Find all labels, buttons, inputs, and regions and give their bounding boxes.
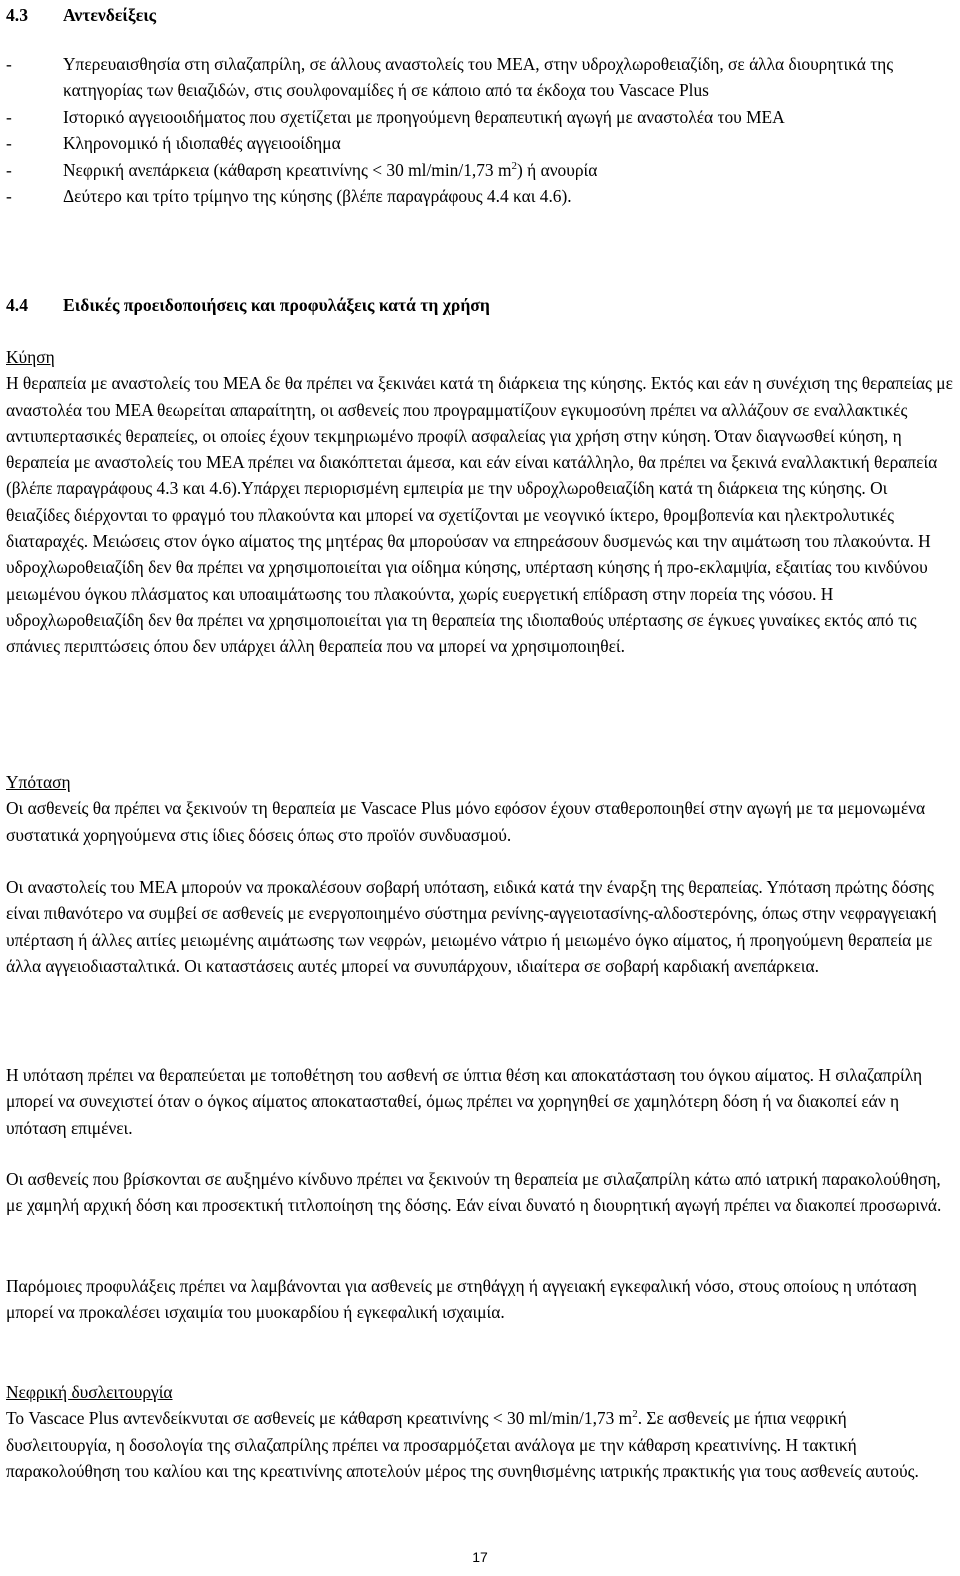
section-title: Αντενδείξεις bbox=[63, 5, 157, 25]
contraindications-list bbox=[6, 51, 954, 209]
bullet-dash: - bbox=[6, 133, 12, 154]
paragraph-text: Οι αναστολείς του ΜΕΑ μπορούν να προκαλέσουν σοβαρή υπόταση, ειδικά κατά την έναρξη της θεραπείας. Υπόταση πρώτης δόσης είναι πιθανότερο να συμβεί σε ασθενείς με ενεργοποιημένο σύστημα ρενίνης-αγγειοτασίνης-αλδοστερόνης, όπως στην νεφραγγειακή υπέρταση ή άλλες αιτίες μειωμένης αιμάτωσης των νεφρών, μειωμένο νάτριο ή μειωμένο όγκο αίματος, ή προηγούμενη θεραπεία με άλλα αγγειοδιασταλτικά. Οι καταστάσεις αυτές μπορεί να συνυπάρχουν, ιδιαίτερα σε σοβαρή καρδιακή ανεπάρκεια. bbox=[6, 877, 937, 976]
paragraph-text-tail: . Σε ασθενείς με ήπια νεφρική δυσλειτουργία, η δοσολογία της σιλαζαπρίλης πρέπει να προσαρμόζεται ανάλογα με την κάθαρση κρεατινίνης. Η τακτική παρακολούθηση του καλίου και της κρεατινίνης αποτελούν μέρος της συνηθισμένης ιατρικής πρακτικής για τους ασθενείς αυτούς. bbox=[6, 1408, 919, 1481]
section-4-3-heading bbox=[6, 2, 156, 28]
list-item-text: Υπερευαισθησία στη σιλαζαπρίλη, σε άλλους αναστολείς του ΜΕΑ, στην υδροχλωροθειαζίδη, σε άλλα διουρητικά της κατηγορίας των θειαζιδών, στις σουλφοναμίδες ή σε κάποιο από τα έκδοχα του Vascace Plus bbox=[63, 54, 894, 101]
list-item bbox=[6, 130, 954, 156]
paragraph bbox=[6, 1273, 954, 1326]
list-item bbox=[6, 51, 954, 104]
bullet-dash: - bbox=[6, 186, 12, 207]
paragraph-text: Το Vascace Plus αντενδείκνυται σε ασθενείς με κάθαρση κρεατινίνης < 30 ml/min/1,73 m bbox=[6, 1408, 633, 1429]
list-item bbox=[6, 183, 954, 209]
paragraph-text: Οι ασθενείς θα πρέπει να ξεκινούν τη θεραπεία με Vascace Plus μόνο εφόσον έχουν σταθεροποιηθεί στην αγωγή με τα μεμονωμένα συστατικά χορηγούμενα στις ίδιες δόσεις όπως στο προϊόν συνδυασμού. bbox=[6, 798, 926, 845]
bullet-dash: - bbox=[6, 54, 12, 74]
section-number: 4.3 bbox=[6, 5, 28, 25]
paragraph-text: Οι ασθενείς που βρίσκονται σε αυξημένο κίνδυνο πρέπει να ξεκινούν τη θεραπεία με σιλαζαπρίλη κάτω από ιατρική παρακολούθηση, με χαμηλή αρχική δόση και προσεκτική τιτλοποίηση της δόσης. Εάν είναι δυνατό η διουρητική αγωγή πρέπει να διακοπεί προσωρινά. bbox=[6, 1169, 942, 1216]
section-number: 4.4 bbox=[6, 295, 28, 315]
list-item bbox=[6, 157, 954, 183]
list-item-text: Νεφρική ανεπάρκεια (κάθαρση κρεατινίνης < 30 ml/min/1,73 m bbox=[63, 159, 512, 180]
subsection-heading: Κύηση bbox=[6, 347, 55, 367]
list-item-text: Κληρονομικό ή ιδιοπαθές αγγειοοίδημα bbox=[63, 133, 341, 154]
superscript: 2 bbox=[511, 159, 517, 172]
page-number: 17 bbox=[472, 1549, 488, 1565]
bullet-dash: - bbox=[6, 159, 12, 180]
paragraph-text: Η υπόταση πρέπει να θεραπεύεται με τοποθέτηση του ασθενή σε ύπτια θέση και αποκατάσταση του όγκου αίματος. Η σιλαζαπρίλη μπορεί να συνεχιστεί όταν ο όγκος αίματος αποκατασταθεί, όμως πρέπει να χορηγηθεί σε χαμηλότερη δόση ή να διακοπεί εάν η υπόταση επιμένει. bbox=[6, 1065, 923, 1138]
list-item-text-tail: ) ή ανουρία bbox=[517, 159, 598, 180]
paragraph bbox=[6, 1166, 954, 1219]
list-item-text: Δεύτερο και τρίτο τρίμηνο της κύησης (βλέπε παραγράφους 4.4 και 4.6). bbox=[63, 186, 572, 207]
section-title: Ειδικές προειδοποιήσεις και προφυλάξεις κατά τη χρήση bbox=[63, 295, 490, 315]
paragraph-text: Παρόμοιες προφυλάξεις πρέπει να λαμβάνονται για ασθενείς με στηθάγχη ή αγγειακή εγκεφαλική νόσο, στους οποίους η υπόταση μπορεί να προκαλέσει ισχαιμία του μυοκαρδίου ή εγκεφαλική ισχαιμία. bbox=[6, 1276, 917, 1323]
bullet-dash: - bbox=[6, 106, 12, 127]
list-item bbox=[6, 104, 954, 130]
superscript: 2 bbox=[632, 1408, 638, 1421]
paragraph-text: Η θεραπεία με αναστολείς του ΜΕΑ δε θα πρέπει να ξεκινάει κατά τη διάρκεια της κύησης. Εκτός και εάν η συνέχιση της θεραπείας με αναστολέα του ΜΕΑ θεωρείται απαραίτητη, οι ασθενείς που προγραμματίζουν εγκυμοσύνη πρέπει να αλλάζουν σε εναλλακτικές αντιυπερτασικές θεραπείες, οι οποίες έχουν τεκμηριωμένο προφίλ ασφαλείας για χρήση στην κύηση. Όταν διαγνωσθεί κύηση, η θεραπεία με αναστολείς του ΜΕΑ πρέπει να διακόπτεται άμεσα, και εάν είναι κατάλληλο, θα πρέπει να ξεκινά εναλλακτική θεραπεία (βλέπε παραγράφους 4.3 και 4.6).Υπάρχει περιορισμένη εμπειρία με την υδροχλωροθειαζίδη κατά τη διάρκεια της κύησης. Οι θειαζίδες διέρχονται το φραγμό του πλακούντα και μπορεί να σχετίζονται με νεογνικό ίκτερο, θρομβοπενία και ηλεκτρολυτικές διαταραχές. Μειώσεις στον όγκο αίματος της μητέρας θα μπορούσαν να επηρεάσουν δυσμενώς και την αιμάτωση του πλακούντα. Η υδροχλωροθειαζίδη δεν θα πρέπει να χρησιμοποιείται για οίδημα κύησης, υπέρταση κύησης ή προ-εκλαμψία, εξαιτίας του κινδύνου μειωμένου όγκου πλάσματος και υποαιμάτωσης του πλακούντα, χωρίς ευεργετική επίδραση στην πορεία της νόσου. Η υδροχλωροθειαζίδη δεν θα πρέπει να χρησιμοποιείται για τη θεραπεία της ιδιοπαθούς υπέρτασης σε έγκυες γυναίκες εκτός από τις σπάνιες περιπτώσεις όπου δεν υπάρχει άλλη θεραπεία που να μπορεί να χρησιμοποιηθεί. bbox=[6, 373, 953, 657]
subsection-heading: Νεφρική δυσλειτουργία bbox=[6, 1382, 173, 1402]
renal-section bbox=[6, 1379, 954, 1484]
hypotension-section bbox=[6, 769, 954, 848]
section-4-4-heading bbox=[6, 292, 490, 318]
pregnancy-section bbox=[6, 344, 954, 660]
paragraph bbox=[6, 1062, 954, 1141]
subsection-heading: Υπόταση bbox=[6, 772, 71, 792]
paragraph bbox=[6, 874, 954, 979]
list-item-text: Ιστορικό αγγειοοιδήματος που σχετίζεται με προηγούμενη θεραπευτική αγωγή με αναστολέα του ΜΕΑ bbox=[63, 106, 785, 127]
